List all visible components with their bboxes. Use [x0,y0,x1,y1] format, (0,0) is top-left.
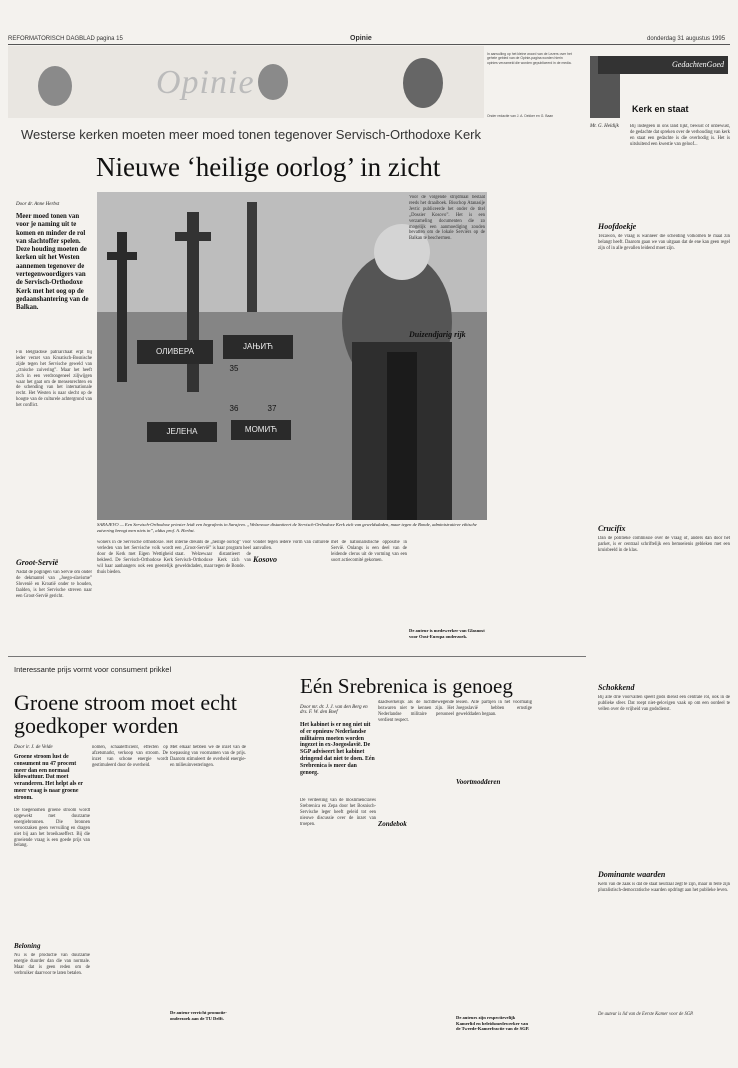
masthead-figure-left [38,66,72,106]
article2-col2-text: nomen, schaalefficiënt, effecten op afzetsmarkt, verkoop van stroom. De inzet van schone energie wordt gestimuleerd door de overheid. [92,745,168,768]
sidebar-body-3: Bij alle drie voorvallen speelt gods dienst een centrale rol, ook in de publieke sfeer. Dat roept niet-gelovigen vaak op om een oordeel te vellen over de vrijheid van godsdienst. [598,695,730,712]
article1-col6-text: Voor de volgende strijdmaal bestaat reeds het draaiboek. Bisschop Atanasije Jevtic publiceerde het onder de titel „Dossier Kosovo”. Het is een verzameling documenten die zo mogelijk een aanmoediging zouden bevatten om de lokale Serviërs op de Balkan te beschermen. [409,195,485,242]
header-rule [8,44,730,45]
article2-lead: Groene stroom lust de consument nu 47 procent meer dan een normaal kilowattuur. Dat moet veranderen. Het helpt als er meer vraag is naar groene stroom. [14,754,83,801]
article1-sub-kosovo: Kosovo [253,555,277,564]
grave-number-35: 35 [229,364,239,373]
article2-kicker: Interessante prijs vormt voor consument prikkel [14,665,172,674]
article3-title: Eén Srebrenica is genoeg [300,674,513,698]
header-section: Opinie [350,35,372,42]
article1-sub-groot-servie: Groot-Servië [16,558,59,567]
article2-col1-text: De toegenomen groene stroom wordt opgewekt met duurzame energiebronnen. Die bronnen veroorzaken geen vervuiling en dragen niet bij aan het broeikaseffect. Bij die groeiende vraag is een goede prijs van belang. [14,808,90,849]
article3-lead: Het kabinet is er nog niet uit of er opnieuw Nederlandse militairen moeten worden ingezet in ex-Joegoslavië. De SGP adviseert het kabinet dringend dat niet te doen. Eén Srebrenica is meer dan genoeg. [300,722,375,776]
gravestone-janjic: ЈАЊИЋ [223,335,293,359]
article1-lead: Meer moed tonen van voor je naming uit te komen en minder de rol van slachtoffer spelen. Deze houding moeten de kerken uit het Westen aannemen tegenover de vertegenwoordigers van de Servisch-Orthodoxe Kerk met het oog op de gedaanshantering van de Balkan. [16,213,89,312]
sidebar-sub-crucifix: Crucifix [598,524,626,533]
article2-outro: De auteur verricht promotie-onderzoek aan de TU Delft. [170,1010,227,1021]
article1-col1-text: Fin Belgradose patriarchaat erpt bij ieder verzet van Kroatisch-Bosnische zijde tegen het Servische geweld van „ctnische zuivering”. Maar het heeft zich in een verdrongeneel ziljwijgen waar het gaat om de mensenrechten en de schending van het internationale recht. Het Westen is naar slecht op de hoogte van de culturele achtergrond van het conflict. [16,350,92,409]
header-paper: REFORMATORISCH DAGBLAD pagina 15 [8,36,123,42]
article3-col3-text: lessen. Alle partijen in het voormalig Joegoslavië hebben ernstige gewelddaden begaan. [456,700,532,717]
photo-caption: SARAJEVO — Een Servisch-Orthodoxe priester leidt een begrafenis in Sarajevo. „Welzeswar distantieert de Servisch-Orthodoxe Kerk zich van geweldsdaden, maar tegen de Bonde, administratieve ethische zuivering brengt men niets in”, aldus prof. A. Herbst. [97,522,477,533]
article3-sub-zondebok: Zondebok [378,820,407,828]
sidebar-title: Kerk en staat [632,104,689,114]
article1-col5-text: met de nationalistische oppositie in Servië. Onlangs is een deel van de leidende clerus uit de vorming van een soort actiecomité gekomen. [331,540,407,563]
article1-kicker: Westerse kerken moeten meer moed tonen tegenover Servisch-Orthodoxe Kerk [20,127,482,142]
article1-byline: Door dr. Anne Herbst [16,202,60,207]
article2-byline: Door ir. J. de Velde [14,745,53,750]
gravestone-olivera: ОЛИВЕРА [137,340,213,364]
article2-col3-text: Met elkaar hebben we de inzet van de toepassing van voornamen van de prijs. Daarom stimuleert de overheid energie- en milieuinvesteringen. [170,745,246,768]
sidebar-sub-schokkend: Schokkend [598,683,635,692]
article2-col1b-text: Nu is de productie van duurzame energie duurder dan die van normale. Maar dat is geen reden om de verbruiker daarvoor te laten betalen. [14,953,90,976]
editorial-credit: Onder redactie van J. A. Dekker en G. Baan [487,114,554,118]
editorial-box: In aanvulling op het kleine woord van de Lezers over het gehele gebied van de Opinie-pagina worden hierin opinies verzameld die worden gepubliceerd in de media. [487,52,572,65]
sidebar-body-1: Tezawon, de vraag is wanneer die scheiding volkomen te maal zin belangt heeft. Daarom gaan we van uitgaan dat de ene kan geen regel zijn of in alle gevallen leidend moet zijn. [598,234,730,251]
article3-sub-voortmodderen: Voortmodderen [456,778,501,786]
article2-title: Groene stroom moet echt goedkoper worden [14,690,237,738]
gravestone-momic: МОМИЋ [231,420,291,440]
article2-sub-beloning: Beloning [14,942,41,950]
article3-outro: De auteurs zijn respectievelijk Kamerlid en beleidsmedewerker van de Tweede-Kamerfractie van de SGP. [456,1015,530,1032]
sidebar-byline: Mr. G. Heldijk [590,124,619,129]
article1-outro: De auteur is medewerker van Glasnost voor Oost-Europa onderzoek. [409,628,485,639]
article3-byline: Door mr. dr. J. J. van den Berg en drs. F. W. den Boef [300,705,368,715]
sidebar-body-4: Kern van de zaak is dat de staat neutraal zegt te zijn, maar in feite zijn pluralistisch-democratische waarden opdringt aan het publieke leven. [598,882,730,893]
header-date: donderdag 31 augustus 1995 [647,36,726,42]
masthead-banner [8,46,484,118]
article1-title: Nieuwe ‘heilige oorlog’ in zicht [96,152,441,182]
article1-sub-duizendjarig: Duizendjarig rijk [409,330,466,339]
masthead-figure-right [403,58,443,108]
sidebar-sub-dominante: Dominante waarden [598,870,666,879]
grave-number-36: 36 [229,404,239,413]
article3-col1-text: De verdeeling van de moslimenclaves Srebrenica en Zepa door het Bosnisch-Servische leger heeft geleid tot een nieuwe discussie over de inzet van troepen. [300,798,376,827]
article1-col2-text: woners in de Servische orthodoxie. Het verleden van het Servische volk wordt door de Kerk met Eigen Wettigheid bekleed. De Servisch-Orthodoxe Kerk wil haar aanhangers ook een geestelijk thuis bieden. [97,540,173,575]
masthead-word: Opinie [156,64,255,101]
article1-col4-text: vonder tegen iedere vorm van culturele aanvallen. [253,540,329,551]
sidebar-intro: Bij instegeen in ons land lijkt, bewust of onbewust, de gedachte dat spreken over de verhouding van kerk en staat een gedachte is die overbodig is. Het is uitsluitend een kwestie van geloof... [630,124,730,147]
masthead-figure-center [258,64,288,100]
section-divider [8,656,586,657]
article1-col3-text: interne dreunts de „heilige oorlog” voor een „Groot-Servië” is haar program heel staat. Welzewaar distantieert de Servisch-Orthodoxe Kerk zich van geweldsdaden, maar tegen de Bonde. [175,540,251,569]
gravestone-jelena: ЈЕЛЕНА [147,422,217,442]
grave-number-37: 37 [267,404,277,413]
sidebar-sub-hoofddoekje: Hoofdoekje [598,222,637,231]
article3-col2-text: daadwerkelijk als de luchtbewegende bezwaren niet te kennen zijn. Het Nederlandse militaire personeel verdient respect. [378,700,454,723]
article1-col1b-text: Nadat de pogingen van Servië om onder de dekmantel van „Joego-slavisme” Slovenië en Kroatië onder te houden, faalden, is het Servische streven naar een Groot-Servië gericht. [16,570,92,599]
sidebar-label: GedachtenGoed [598,56,728,74]
sidebar-outro: De auteur is lid van de Eerste Kamer voor de SGP. [598,1012,694,1017]
sidebar-body-2: Dan de politieke commissie over de vraag of, anders dan door het parket, is er centraal schriftelijk een bemoeienis gebleken met een kruisbeeld in de klas. [598,536,730,553]
